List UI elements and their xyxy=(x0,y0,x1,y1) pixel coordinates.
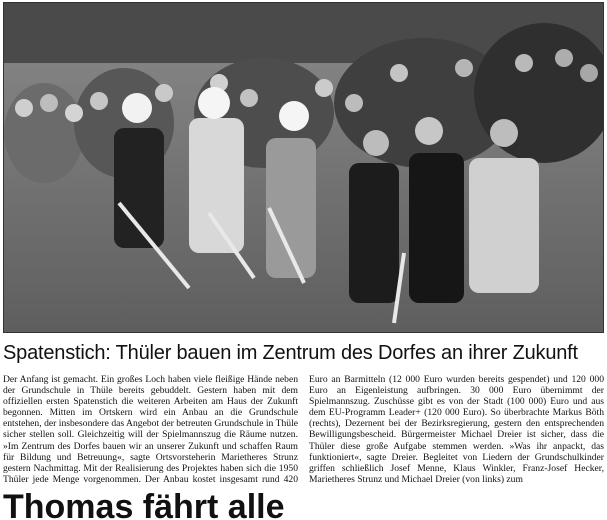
groundbreaking-scene xyxy=(4,3,604,333)
article-column-right-text: Euro an Barmitteln (12 000 Euro wurden bereits gespendet) und 120 000 Euro an Eigenleistung aufbringen. 30 000 Euro übernimmt der Spielmannszug. Zuschüsse gibt es von der Stadt (100 000) Euro und aus dem EU-Programm Leader+ (120 000 Euro). So überbrachte Markus Böth (rechts), Dezernent bei der Bezirksregierung, gestern den entsprechenden Bewilligungsbescheid. Bürgermeister Michael Dreier ist sicher, dass die Thüler diese große Aufgabe stemmen werden. »Was ihr anpackt, das funktioniert«, sagte Dreier. Begleitet von Liedern der Grundschulkinder griffen schließlich Josef Menne, Klaus Winkler, Franz-Josef Hecker, Marietheres Strunz und Michael Dreier (von links) zum xyxy=(309,374,604,485)
article-column-left: Der Anfang ist gemacht. Ein großes Loch haben viele fleißige Hände neben der Grundschule in Thüle bereits gebuddelt. Gestern haben mit dem offiziellen ersten Spatenstich die weiteren Arbeiten am Haus der Zukunft begonnen. Mitten im Ortskern wird ein Anbau an die Grundschule entstehen, der insbesondere das Angebot der betreuten Grundschule in Thüle sicher stellen soll. Gleichzeitig will der Spielmannszug die Räume nutzen. »Im Zentrum des Dorfes bauen wir an unserer Zukunft und schaffen Raum für Bildung und Betreuung«, sagte Ortsvorsteherin Marietheres Strunz gestern Nachmittag. Mit der Realisierung des Projektes haben sich die 1950 Thüler jede Menge vorgenommen. Der Anbau kostet insgesamt rund 420 xyxy=(3,374,298,485)
photo-credit xyxy=(538,485,604,486)
press-photo xyxy=(3,2,604,333)
article-column-right xyxy=(309,374,604,486)
credit-line xyxy=(309,485,604,486)
article-last-word xyxy=(309,485,338,486)
next-article-headline: Thomas fährt alle xyxy=(3,490,285,520)
article-body xyxy=(3,374,604,486)
article-headline: Spatenstich: Thüler bauen im Zentrum des Dorfes an ihrer Zukunft xyxy=(3,342,578,364)
